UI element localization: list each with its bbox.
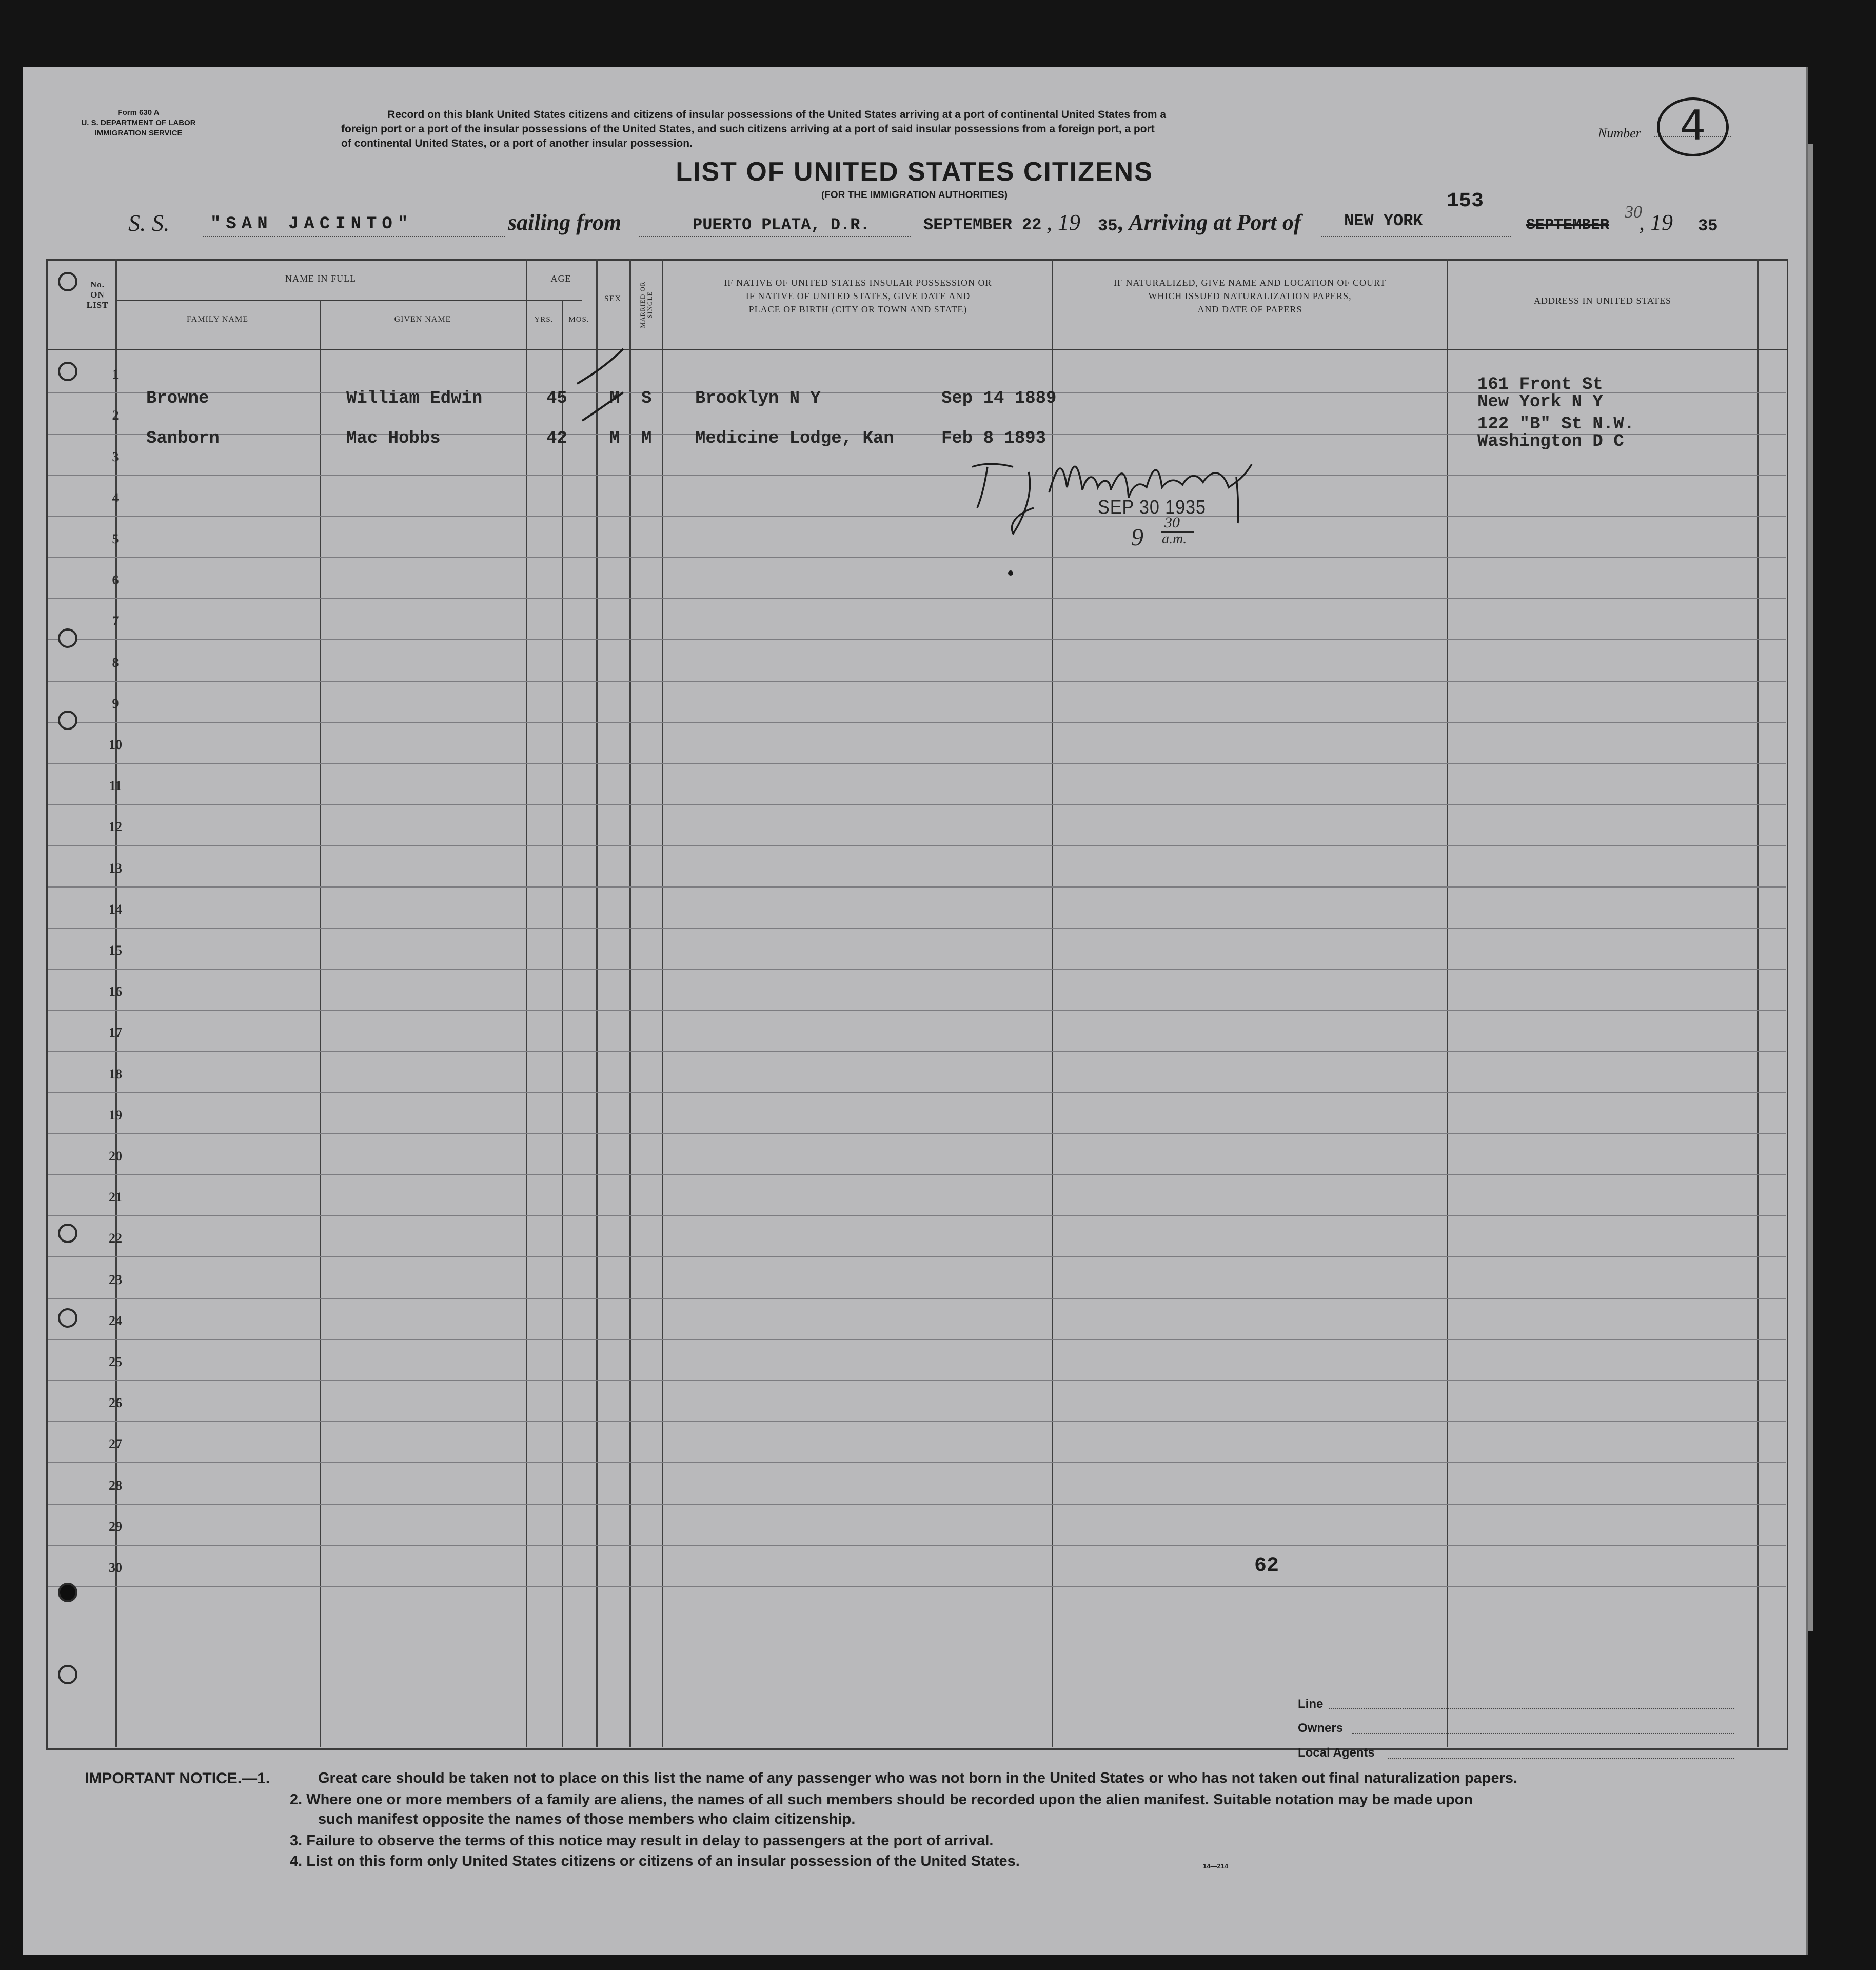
instructions [341,108,1536,151]
row-rule [48,1462,1786,1463]
header-age: AGE [550,273,571,284]
arrival-year-prefix: , 19 [1639,210,1673,235]
col-line-naturalized [1447,259,1448,1747]
row-number: 1 [112,367,119,382]
depart-year-prefix: , 19 [1046,210,1080,235]
row-rule [48,1298,1786,1299]
row-number: 30 [109,1560,122,1575]
row-number: 21 [109,1190,122,1205]
number-value: 4 [1680,102,1706,149]
inspector-signature [957,436,1265,539]
row30-mark: 62 [1254,1554,1279,1578]
header-bottom-rule [46,349,1787,350]
header-sex: SEX [604,294,622,303]
row-number: 15 [109,943,122,958]
header-address: ADDRESS IN UNITED STATES [1533,296,1672,306]
notice-item-3: 3. Failure to observe the terms of this notice may result in delay to passengers at the port of arrival. [290,1833,994,1849]
row2-age: 42 [546,429,567,448]
col-line-given [526,259,527,1747]
header-birth-line-3: PLACE OF BIRTH (CITY OR TOWN AND STATE) [748,304,967,314]
row-number: 3 [112,449,119,464]
row-number: 11 [109,778,122,794]
header-naturalized-line-1: IF NATURALIZED, GIVE NAME AND LOCATION OF COURT [1114,278,1386,288]
col-line-address [1757,259,1759,1747]
arrival-port: NEW YORK [1344,211,1423,230]
row-rule [48,1380,1786,1381]
row1-birth-date: Sep 14 1889 [941,389,1057,408]
sailing-from-underline [639,236,911,237]
row-rule [48,1174,1786,1175]
row2-given-name: Mac Hobbs [346,429,441,448]
row-number: 4 [112,490,119,505]
row-number: 7 [112,614,119,629]
local-agents-label: Local Agents [1298,1746,1375,1760]
row-rule [48,845,1786,846]
owners-label: Owners [1298,1721,1344,1735]
line-dotted [1329,1708,1734,1709]
notice-label: IMPORTANT NOTICE.—1. [85,1770,270,1787]
header-birth [664,276,1052,316]
local-agents-dotted [1388,1758,1734,1759]
punch-hole [58,1583,77,1602]
arriving-label: , Arriving at Port of [1118,210,1301,235]
row-rule [48,804,1786,805]
header-naturalized-line-2: WHICH ISSUED NATURALIZATION PAPERS, [1148,291,1352,301]
row-rule [48,516,1786,517]
row-number: 23 [109,1272,122,1287]
punch-hole [58,711,77,730]
date-stamp: SEP 30 1935 [1098,497,1206,518]
col-line-family [320,300,321,1747]
notice-item-2a: 2. Where one or more members of a family are aliens, the names of all such members should be recorded upon the alien manifest. Suitable notation may be made upon [290,1791,1473,1808]
row1-birth-place: Brooklyn N Y [695,389,821,408]
punch-hole [58,1224,77,1243]
row-rule [48,1545,1786,1546]
row-number: 18 [109,1066,122,1081]
row1-given-name: William Edwin [346,389,483,408]
row-rule [48,763,1786,764]
time-note-hour: 9 [1131,524,1143,551]
row-rule [48,1586,1786,1587]
page-title: LIST OF UNITED STATES CITIZENS [676,157,1153,187]
manifest-table [46,259,1788,1750]
manifest-sheet [23,67,1808,1955]
form-number: Form 630 A [117,108,160,117]
header-yrs: YRS. [534,316,554,324]
depart-year: 35 [1098,216,1118,235]
header-family-name: FAMILY NAME [186,315,249,324]
row-rule [48,722,1786,723]
row2-sex: M [609,429,620,448]
header-naturalized [1053,276,1447,316]
check-marks [567,344,628,426]
arrival-port-underline [1321,236,1511,237]
row-rule [48,1051,1786,1052]
number-circle [1657,97,1729,156]
header-birth-line-1: IF NATIVE OF UNITED STATES INSULAR POSSESSION OR [724,278,992,288]
row-number: 2 [112,408,119,423]
ss-label: S. S. [128,210,170,236]
row1-address [1477,376,1603,411]
row2-address-line1: 122 "B" St N.W. [1477,415,1635,434]
row-number: 5 [112,531,119,546]
form-info [77,108,200,139]
row-number: 12 [109,819,122,835]
page-subtitle: (FOR THE IMMIGRATION AUTHORITIES) [821,190,1008,201]
header-naturalized-line-3: AND DATE OF PAPERS [1197,304,1302,314]
col-line-sex [629,259,631,1747]
header-mos: MOS. [568,316,589,324]
row-rule [48,1215,1786,1216]
row-number: 16 [109,984,122,999]
row-number: 10 [109,737,122,752]
row-number: 26 [109,1395,122,1411]
sailing-from: PUERTO PLATA, D.R. [693,215,870,234]
punch-hole [58,1665,77,1684]
row-rule [48,1421,1786,1422]
department: U. S. DEPARTMENT OF LABOR [81,119,196,127]
row-rule [48,681,1786,682]
row1-age: 45 [546,389,567,408]
row-rule [48,969,1786,970]
row-number: 22 [109,1231,122,1246]
header-married-single: MARRIED OR SINGLE [639,281,654,328]
page-edge [1808,144,1813,1631]
header-no: No. [90,280,105,289]
form-code: 14—214 [1203,1862,1229,1870]
header-no-on-list [82,280,113,310]
notice-item-4: 4. List on this form only United States citizens or citizens of an insular possession of the United States. [290,1853,1020,1869]
col-line-marital [662,259,663,1747]
arrival-day: 30 [1625,203,1642,222]
row-number: 27 [109,1436,122,1452]
number-label: Number [1598,126,1641,141]
row-number: 28 [109,1478,122,1493]
arrival-date: SEPTEMBER [1526,216,1610,234]
punch-hole [58,272,77,291]
row2-address-line2: Washington D C [1477,432,1624,451]
row-rule [48,475,1786,476]
owners-dotted [1352,1733,1734,1734]
row-rule [48,1256,1786,1257]
row-rule [48,1010,1786,1011]
service: IMMIGRATION SERVICE [94,129,183,137]
row2-family-name: Sanborn [146,429,220,448]
row-number: 9 [112,696,119,711]
row-rule [48,1092,1786,1093]
ship-name: "SAN JACINTO" [210,214,413,234]
row-number: 29 [109,1519,122,1534]
sailing-from-label: sailing from [508,210,622,235]
row1-family-name: Browne [146,389,209,408]
notice-item-2b: such manifest opposite the names of those members who claim citizenship. [318,1811,856,1827]
row1-address-line2: New York N Y [1477,392,1603,412]
header-list: LIST [86,300,109,310]
row-rule [48,557,1786,558]
time-note-suffix: a.m. [1162,531,1187,547]
punch-hole [58,362,77,381]
row-number: 25 [109,1354,122,1369]
row-number: 24 [109,1313,122,1328]
punch-hole [58,1308,77,1328]
row-rule [48,1504,1786,1505]
row-number: 19 [109,1107,122,1122]
col-line-yrs [562,300,563,1747]
row-rule [48,598,1786,599]
ship-underline [203,236,505,237]
row2-address [1477,416,1634,450]
header-birth-line-2: IF NATIVE OF UNITED STATES, GIVE DATE AND [745,291,971,301]
row1-sex: M [609,389,620,408]
row2-birth-date: Feb 8 1893 [941,429,1046,448]
notice-item-1: Great care should be taken not to place on this list the name of any passenger who was not born in the United States or who has not taken out final naturalization papers. [318,1770,1518,1786]
header-given-name: GIVEN NAME [394,315,451,324]
line-label: Line [1298,1697,1324,1711]
col-line-age [596,259,598,1747]
row-number: 14 [109,901,122,917]
row-rule [48,887,1786,888]
row-rule [48,1133,1786,1134]
row-number: 20 [109,1149,122,1164]
row-rule [48,1339,1786,1340]
row-number: 17 [109,1025,122,1040]
instructions-line-3: of continental United States, or a port of another insular possession. [341,137,693,149]
row-number: 6 [112,573,119,588]
row1-address-line1: 161 Front St [1477,375,1603,395]
page-stamp: 153 [1447,190,1484,213]
instructions-line-2: foreign port or a port of the insular possessions of the United States, and such citizens arriving at a port of said insular possessions from a foreign port, a port [341,123,1155,135]
row2-marital: M [641,429,652,448]
arrival-year: 35 [1698,216,1718,235]
depart-date: SEPTEMBER 22 [923,215,1042,234]
row-number: 13 [109,860,122,876]
instructions-line-1: Record on this blank United States citizens and citizens of insular possessions of the United States arriving at a port of continental United States from a [387,109,1167,121]
row-number: 8 [112,655,119,670]
row2-birth-place: Medicine Lodge, Kan [695,429,894,448]
header-name-in-full: NAME IN FULL [285,273,356,284]
ink-dot [1008,570,1013,576]
header-on: ON [90,290,105,300]
time-note-min: 30 [1164,514,1180,531]
row-rule [48,639,1786,640]
row-rule [48,928,1786,929]
name-age-subheader-rule [115,300,582,301]
punch-hole [58,628,77,648]
row1-marital: S [641,389,652,408]
